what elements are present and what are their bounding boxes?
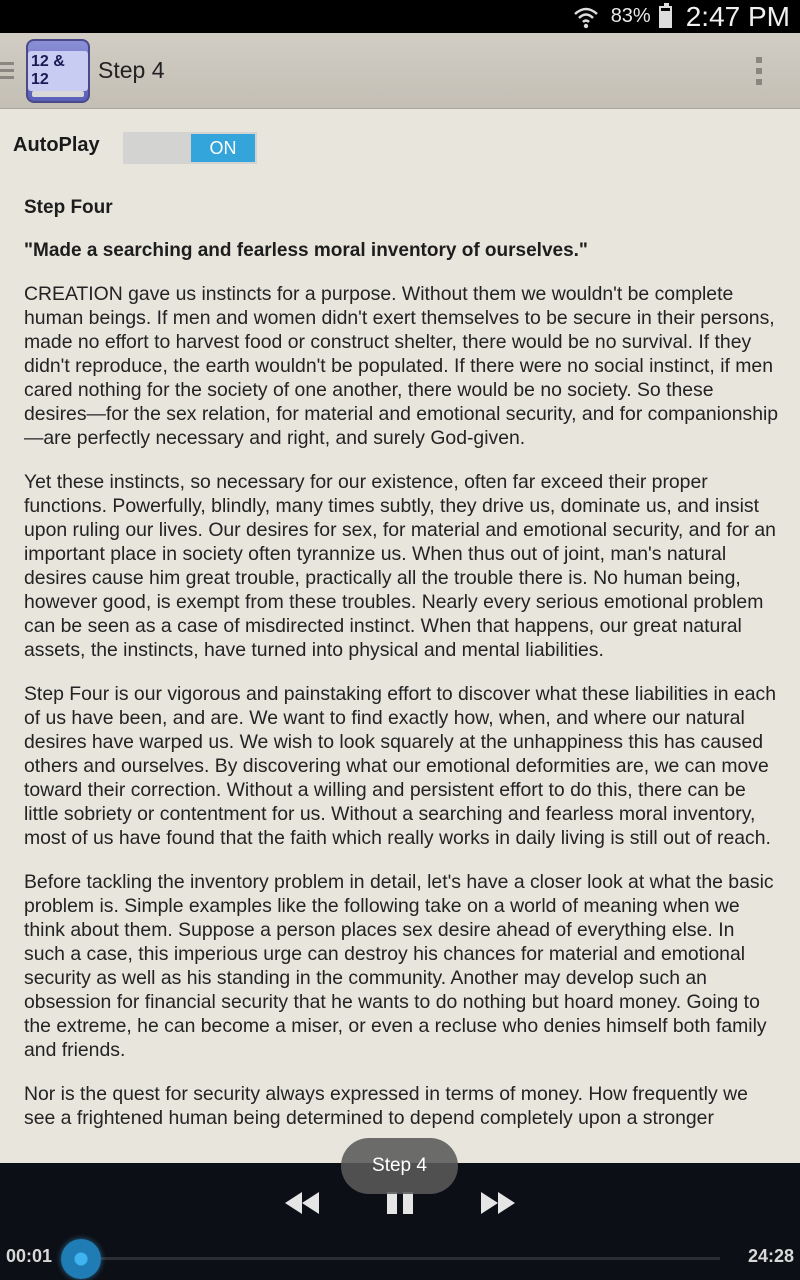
- paragraph: Step Four is our vigorous and painstaking effort to discover what these liabilities in each of us have been, and are. We want to find exactly how, when, and where our natural desires have warped us. We wish to look squarely at the unhappiness this has caused others and ourselves. By discovering what our emotional deformities are, we can move toward their correction. Without a willing and persistent effort to do this, there can be little sobriety or contentment for us. Without a searching and fearless moral inventory, most of us have found that the faith which really works in daily living is still out of reach.: [24, 683, 776, 849]
- autoplay-toggle[interactable]: [123, 132, 257, 164]
- app-icon-label: 12 & 12: [28, 51, 88, 91]
- paragraph: Before tackling the inventory problem in detail, let's have a closer look at what the basic problem is. Simple examples like the following take on a world of meaning when we think about them. Suppose a person places sex desire ahead of everything else. In such a case, this imperious urge can destroy his chances for material and emotional security as well as his standing in the community. Another may develop such an obsession for financial security that he wants to do nothing but hoard money. Going to the extreme, he can become a miser, or even a recluse who denies himself both family and friends.: [24, 871, 774, 1061]
- step-text: [24, 196, 780, 1150]
- rewind-icon[interactable]: [285, 1192, 319, 1214]
- wifi-icon: [573, 4, 599, 30]
- seek-handle[interactable]: [61, 1239, 101, 1279]
- paragraph: CREATION gave us instincts for a purpose. Without them we wouldn't be complete human beings. If men and women didn't exert themselves to be secure in their persons, made no effort to harvest food or construct shelter, there would be no survival. If they didn't reproduce, the earth wouldn't be populated. If there were no social instinct, if men cared nothing for the society of one another, there would be no society. So these desires—for the sex relation, for material and emotional security, and for companionship—are perfectly necessary and right, and surely God-given.: [24, 283, 779, 449]
- pause-icon[interactable]: [387, 1192, 413, 1214]
- action-bar: [0, 33, 800, 109]
- drawer-menu-icon[interactable]: [0, 62, 14, 79]
- paragraph: Yet these instincts, so necessary for our existence, often far exceed their proper functions. Powerfully, blindly, many times subtly, they drive us, dominate us, and insist upon ruling our lives. Our desires for sex, for material and emotional security, and for an important place in society often tyrannize us. When thus out of joint, man's natural desires cause him great trouble, practically all the trouble there is. No human being, however good, is exempt from these troubles. Nearly every serious emotional problem can be seen as a case of misdirected instinct. When that happens, our great natural assets, the instincts, have turned into physical and mental liabilities.: [24, 471, 776, 661]
- battery-icon: [659, 6, 672, 28]
- autoplay-toggle-state: ON: [191, 134, 255, 162]
- status-bar: [0, 0, 800, 33]
- status-time: 2:47 PM: [685, 0, 790, 32]
- seek-bar[interactable]: [80, 1257, 720, 1260]
- track-label-overlay: Step 4: [341, 1138, 458, 1194]
- autoplay-row: [13, 134, 237, 158]
- reading-content[interactable]: [0, 110, 800, 1163]
- step-subheading: "Made a searching and fearless moral inventory of ourselves.": [24, 240, 588, 261]
- paragraph: Nor is the quest for security always expressed in terms of money. How frequently we see a frightened human being determined to depend completely upon a stronger: [24, 1083, 748, 1129]
- page-title: Step 4: [98, 57, 165, 83]
- step-heading: Step Four: [24, 197, 113, 218]
- app-book-icon[interactable]: [26, 39, 90, 103]
- battery-percent: 83%: [610, 5, 651, 27]
- autoplay-label: AutoPlay: [13, 134, 100, 156]
- overflow-menu-icon[interactable]: [756, 57, 762, 85]
- total-time: 24:28: [747, 1246, 794, 1266]
- fast-forward-icon[interactable]: [481, 1192, 515, 1214]
- current-time: 00:01: [6, 1246, 53, 1266]
